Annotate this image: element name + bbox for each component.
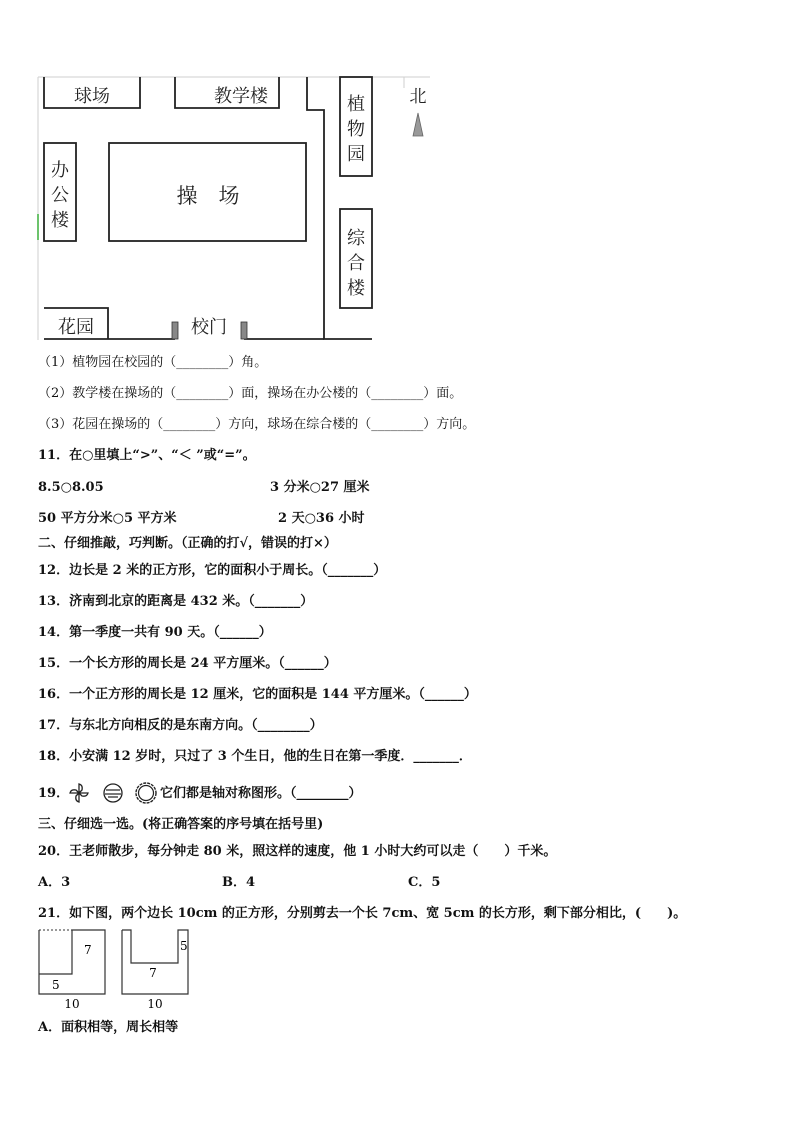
label-botanical-1: 植 [347,94,365,115]
q11-item-4: 2 天○36 小时 [278,511,365,526]
q20-text: 20．王老师散步，每分钟走 80 米，照这样的速度，他 1 小时大约可以走（ ）千米。 [38,844,557,859]
q21-fig2-side-label: 5 [180,939,188,953]
label-playground: 操 场 [176,184,240,208]
label-complex-1: 综 [347,228,365,249]
pinwheel-shape-icon [68,782,90,808]
map-question-1: （1）植物园在校园的（________）角。 [38,355,268,370]
section-2-heading: 二、仔细推敲，巧判断。（正确的打√，错误的打×） [38,536,337,551]
q21-figure-2 [119,926,195,1016]
label-office-3: 楼 [51,210,69,231]
label-school-gate: 校门 [191,317,227,338]
q11-item-3: 50 平方分米○5 平方米 [38,511,177,526]
label-teaching-building: 教学楼 [214,86,268,107]
q20-option-c: C．5 [408,875,441,890]
label-office-1: 办 [51,160,69,181]
campus-map-drawing [0,0,440,345]
q21-fig2-base-label: 10 [147,997,163,1011]
label-garden: 花园 [58,317,94,338]
north-arrow-icon [413,113,423,136]
q14: 14．第一季度一共有 90 天。（______） [38,625,272,640]
q13: 13．济南到北京的距离是 432 米。（_______） [38,594,314,609]
map-question-2: （2）教学楼在操场的（________）面，操场在办公楼的（________）面。 [38,386,463,401]
q11-title: 11．在○里填上“>”、“＜ ”或“=”。 [38,448,256,463]
q11-item-1: 8.5○8.05 [38,480,104,495]
q19-text: 它们都是轴对称图形。（________） [160,786,362,801]
q21-option-a: A．面积相等，周长相等 [38,1020,179,1035]
map-question-3: （3）花园在操场的（________）方向，球场在综合楼的（________）方向。 [38,417,476,432]
q16: 16．一个正方形的周长是 12 厘米，它的面积是 144 平方厘米。（______） [38,687,477,702]
q21-text: 21．如下图，两个边长 10cm 的正方形，分别剪去一个长 7cm、宽 5cm 的长方形，剩下部分相比，( )。 [38,906,687,921]
label-botanical-3: 园 [347,144,365,165]
q21-fig1-side-label: 7 [84,943,92,957]
label-ball-court: 球场 [74,86,110,107]
label-complex-3: 楼 [347,278,365,299]
q21-fig2-inner-label: 7 [149,966,157,980]
q19-number: 19． [38,786,70,801]
q17: 17．与东北方向相反的是东南方向。（________） [38,718,323,733]
q21-figure-1 [36,926,112,1016]
label-north: 北 [409,87,427,107]
scalloped-circle-shape-icon [134,781,158,809]
q20-option-a: A．3 [38,875,71,890]
circle-lines-shape-icon [102,782,124,808]
label-office-2: 公 [51,185,69,206]
label-botanical-2: 物 [347,119,365,140]
section-3-heading: 三、仔细选一选。(将正确答案的序号填在括号里) [38,817,324,832]
q11-item-2: 3 分米○27 厘米 [270,480,370,495]
q12: 12．边长是 2 米的正方形，它的面积小于周长。（_______） [38,563,387,578]
q21-fig1-bottom-label: 5 [52,978,60,992]
q20-option-b: B．4 [222,875,256,890]
q18: 18．小安满 12 岁时，只过了 3 个生日，他的生日在第一季度．_______． [38,749,472,764]
q21-fig1-base-label: 10 [64,997,80,1011]
label-complex-2: 合 [347,253,365,274]
campus-map [0,0,794,350]
q15: 15．一个长方形的周长是 24 平方厘米。（______） [38,656,337,671]
